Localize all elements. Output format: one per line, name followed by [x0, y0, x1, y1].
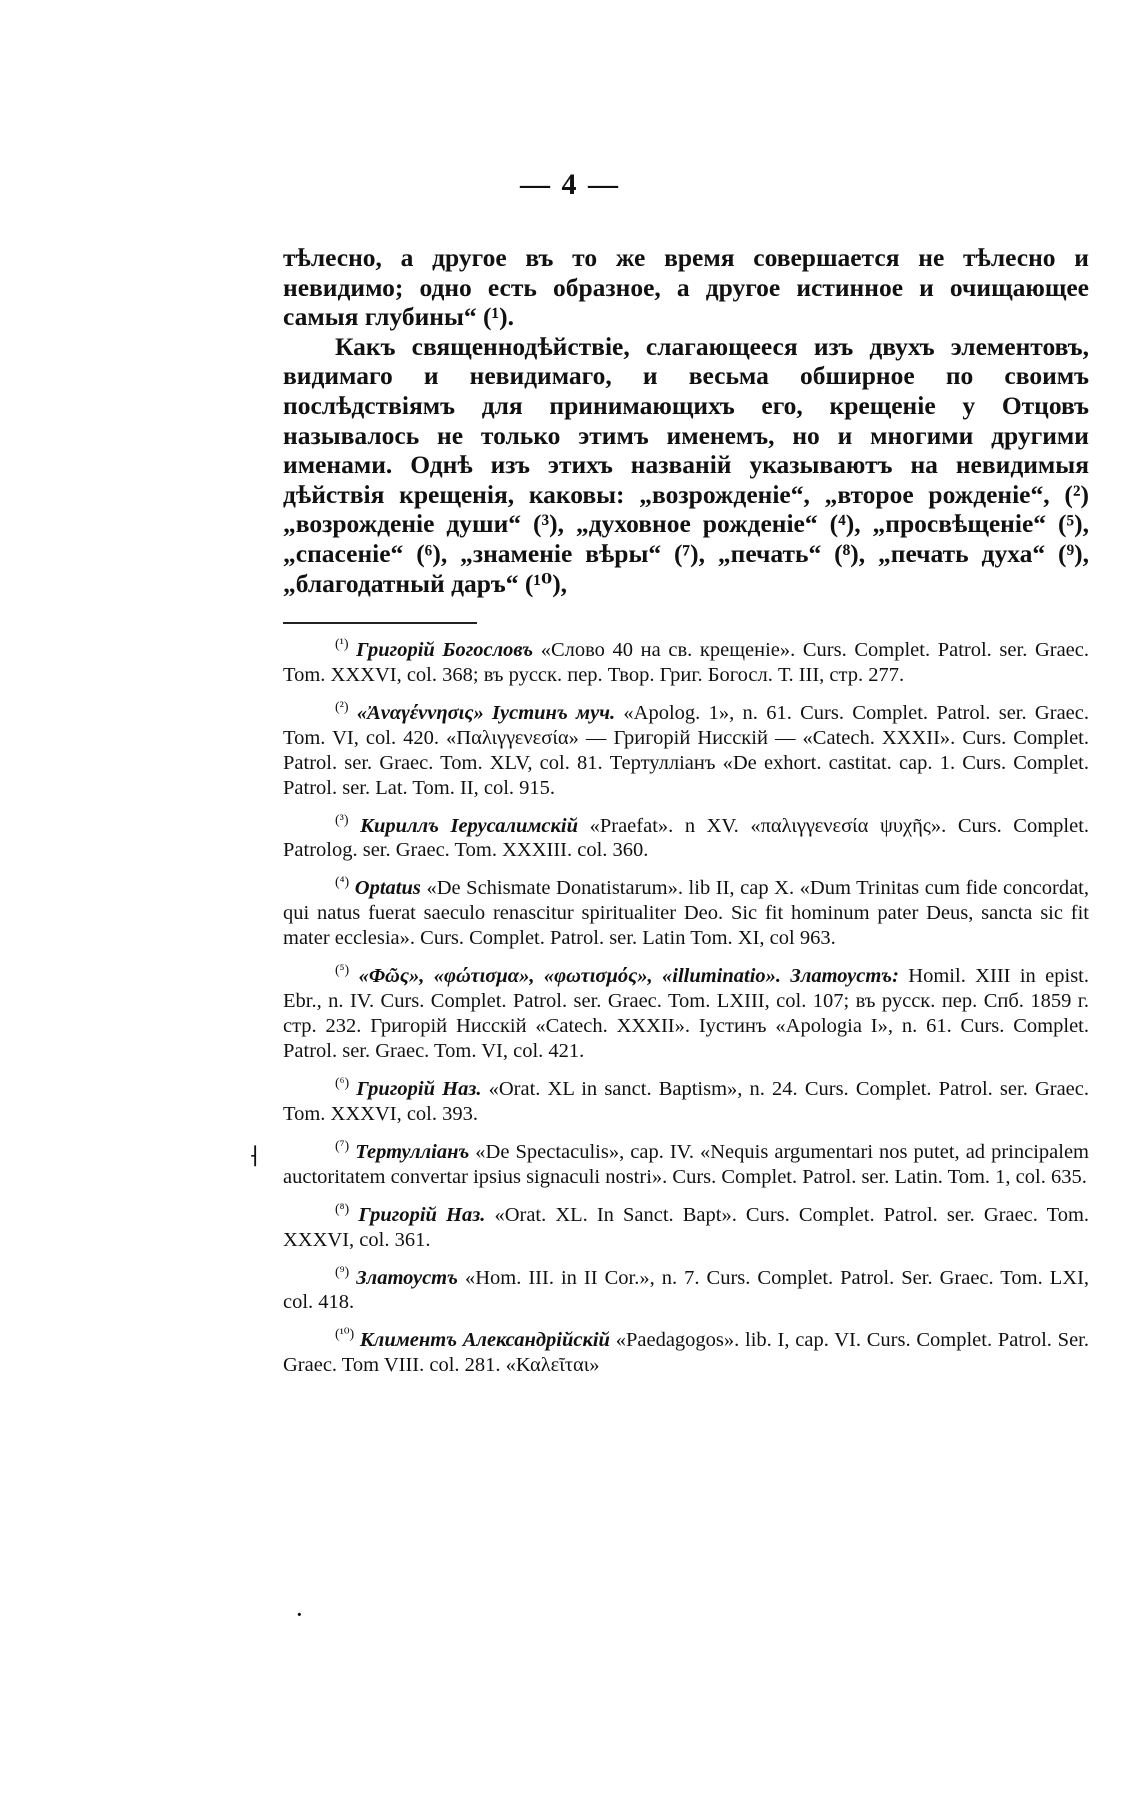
- footnote-4: [283, 870, 1089, 951]
- footnote-author: Григорій Наз.: [358, 1203, 486, 1226]
- margin-mark: ⸡: [248, 1144, 260, 1166]
- footnote-author: Тертулліанъ: [355, 1140, 470, 1163]
- footnote-author: Климентъ Александрійскій: [359, 1329, 610, 1352]
- footnote-marker: (⁸): [335, 1201, 350, 1217]
- footnotes: [283, 632, 1089, 1385]
- footnote-marker: (⁹): [335, 1264, 350, 1280]
- footnote-text: «Paedagogos». lib. I, cap. VI. Curs. Complet. Patrol. Ser. Graec. Tom VIII. col. 281. «Καλεῖται»: [283, 1329, 1090, 1377]
- footnote-author: Златоустъ: [356, 1266, 458, 1289]
- footnote-8: [283, 1197, 1089, 1253]
- footnote-text: «De Schismate Donatistarum». lib II, cap X. «Dum Trinitas cum fide concordat, qui natus fuerat saeculo renascitur spiritualiter Deo. Sic fit hominum pater Deus, sancta sic fit mater ecclesia». Curs. Complet. Patrol. ser. Latin Tom. XI, col 963.: [283, 877, 1089, 950]
- footnote-marker: (³): [335, 812, 349, 828]
- footnote-author: «Ἀναγέννησις» Іустинъ муч.: [356, 701, 616, 724]
- footnote-9: [283, 1260, 1089, 1316]
- footnote-author: «Φῶς», «φώτισμα», «φωτισμός», «illuminatio». Златоустъ:: [358, 965, 899, 988]
- footnote-separator: [283, 622, 477, 624]
- footnote-text: Homil. XIII in epist. Ebr., n. IV. Curs. Complet. Patrol. ser. Graec. Tom. LXIII, col. 107; въ русск. пер. Спб. 1859 г. стр. 232. Григорій Нисскій «Catech. XXXII». Іустинъ «Apologia I», n. 61. Curs. Complet. Patrol. ser. Graec. Tom. VI, col. 421.: [283, 965, 1090, 1063]
- footnote-marker: (⁵): [335, 963, 350, 979]
- footnote-2: [283, 695, 1089, 801]
- footnote-text: «Orat. XL. In Sanct. Bapt». Curs. Complet. Patrol. ser. Graec. Tom. XXXVI, col. 361.: [283, 1203, 1090, 1251]
- footnote-marker: (¹⁰): [335, 1327, 355, 1343]
- footnote-author: Кириллъ Іерусалимскій: [360, 814, 579, 837]
- footnote-text: «Orat. XL in sanct. Baptism», n. 24. Curs. Complet. Patrol. ser. Graec. Tom. XXXVI, col. 393.: [283, 1077, 1090, 1125]
- footnote-10: [283, 1322, 1089, 1378]
- footnote-author: Optatus: [354, 877, 421, 900]
- footnote-marker: (⁴): [335, 875, 350, 891]
- footnote-marker: (²): [335, 699, 349, 715]
- footnote-7: [283, 1134, 1089, 1190]
- main-text: [283, 243, 1089, 598]
- footnote-marker: (¹): [335, 637, 349, 652]
- paragraph-2: Какъ священнодѣйствіе, слагающееся изъ двухъ элементовъ, видимаго и невидимаго, и весьма обширное по своимъ послѣдствіямъ для принимающихъ его, крещеніе у Отцовъ называлось не только этимъ именемъ, но и многими другими именами. Однѣ изъ этихъ названій указываютъ на невидимыя дѣйствія крещенія, каковы: „возрожденіе“, „второе рожденіе“, (²) „возрожденіе души“ (³), „духовное рожденіе“ (⁴), „просвѣщеніе“ (⁵), „спасеніе“ (⁶), „знаменіе вѣры“ (⁷), „печать“ (⁸), „печать духа“ (⁹), „благодатный даръ“ (¹⁰),: [283, 331, 1089, 598]
- footnote-text: «Praefat». n XV. «παλιγγενεσία ψυχῆς». Curs. Complet. Patrolog. ser. Graec. Tom. XXXIII. col. 360.: [283, 814, 1090, 862]
- page-number: — 4 —: [520, 168, 620, 201]
- footnote-5: [283, 958, 1089, 1064]
- footnote-marker: (⁶): [335, 1076, 350, 1092]
- footnote-text: «De Spectaculis», cap. IV. «Nequis argumentari nos putet, ad principalem auctoritatem convertar ipsius signaculi nostri». Curs. Complet. Patrol. ser. Latin. Tom. 1, col. 635.: [283, 1140, 1089, 1188]
- footnote-6: [283, 1071, 1089, 1127]
- footnote-text: «Apolog. 1», n. 61. Curs. Complet. Patrol. ser. Graec. Tom. VI, col. 420. «Παλιγγενεσία» — Григорій Нисскій — «Catech. XXXII». Curs. Complet. Patrol. ser. Graec. Tom. XLV, col. 81. Тертулліанъ «De exhort. castitat. cap. 1. Curs. Complet. Patrol. ser. Lat. Tom. II, col. 915.: [283, 701, 1089, 799]
- footnote-text: «Слово 40 на св. крещеніе». Curs. Complet. Patrol. ser. Graec. Tom. XXXVI, col. 368; въ русск. пер. Твор. Григ. Богосл. Т. III, стр. 277.: [283, 638, 1090, 686]
- paragraph-1: тѣлесно, а другое въ то же время совершается не тѣлесно и невидимо; одно есть образное, а другое истинное и очищающее самыя глубины“ (¹).: [283, 243, 1089, 332]
- footnote-text: «Hom. III. in II Cor.», n. 7. Curs. Complet. Patrol. Ser. Graec. Tom. LXI, col. 418.: [283, 1266, 1090, 1314]
- footnote-marker: (⁷): [335, 1138, 350, 1154]
- footnote-1: [283, 632, 1089, 688]
- ink-dot: ·: [296, 1604, 303, 1626]
- footnote-3: [283, 808, 1089, 864]
- footnote-author: Григорій Богословъ: [356, 638, 534, 661]
- footnote-author: Григорій Наз.: [356, 1077, 482, 1100]
